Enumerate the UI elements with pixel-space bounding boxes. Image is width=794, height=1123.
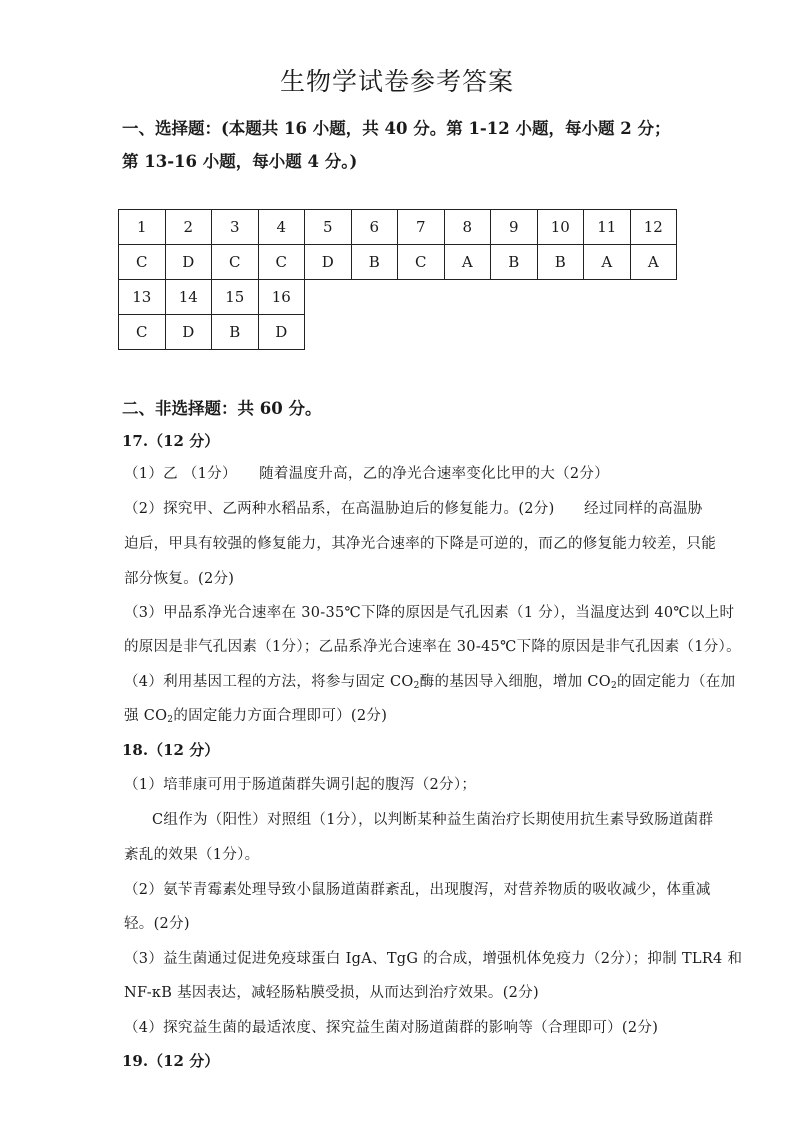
q17-line: （3）甲品系净光合速率在 30-35℃下降的原因是气孔因素（1 分），当温度达到 40℃以上时 [124, 605, 735, 621]
q17-line: 部分恢复。(2分) [124, 571, 235, 587]
q17-line [124, 670, 735, 691]
q17-line-part: 的固定能力方面合理即可）(2分) [173, 708, 388, 724]
page-title: 生物学试卷参考答案 [279, 67, 514, 96]
q18-line: （3）益生菌通过促进免疫球蛋白 IgA、TgG 的合成，增强机体免疫力（2分）；抑制 TLR4 和 [124, 951, 743, 967]
q18-line: （1）培菲康可用于肠道菌群失调引起的腹泻（2分）； [124, 777, 477, 793]
q17-line-part: 强 CO [124, 708, 168, 724]
subscript-2: 2 [167, 715, 174, 725]
answer-cell: A [630, 245, 677, 280]
answer-cell: B [212, 315, 259, 350]
q17-heading: 17.（12 分） [122, 432, 220, 450]
answer-cell: D [165, 315, 212, 350]
question-number: 5 [305, 210, 352, 245]
answer-row-answers-2 [119, 315, 677, 350]
q18-heading: 18.（12 分） [122, 741, 220, 759]
answer-cell: C [212, 245, 259, 280]
answer-cell: C [398, 245, 445, 280]
q17-line-part: 的固定能力（在加 [616, 674, 736, 690]
q19-heading: 19.（12 分） [122, 1052, 220, 1070]
answer-cell: C [119, 315, 166, 350]
question-number: 3 [212, 210, 259, 245]
q17-line: （1）乙 （1分） 随着温度升高，乙的净光合速率变化比甲的大（2分） [124, 466, 610, 482]
answer-cell: D [165, 245, 212, 280]
answer-cell: B [491, 245, 538, 280]
q18-line: 紊乱的效果（1分）。 [124, 847, 260, 863]
empty-cell [305, 315, 677, 350]
q18-line: C组作为（阳性）对照组（1分），以判断某种益生菌治疗长期使用抗生素导致肠道菌群 [152, 812, 714, 828]
q18-line: 轻。(2分) [124, 916, 190, 932]
question-number: 13 [119, 280, 166, 315]
q17-line [124, 704, 387, 725]
answer-table [118, 209, 677, 350]
question-number: 7 [398, 210, 445, 245]
question-number: 11 [584, 210, 631, 245]
question-number: 6 [351, 210, 398, 245]
q17-line: 迫后，甲具有较强的修复能力，其净光合速率的下降是可逆的，而乙的修复能力较差，只能 [124, 536, 716, 552]
question-number: 15 [212, 280, 259, 315]
question-number: 1 [119, 210, 166, 245]
answer-cell: D [305, 245, 352, 280]
q18-line: （2）氨苄青霉素处理导致小鼠肠道菌群紊乱，出现腹泻，对营养物质的吸收减少，体重减 [124, 882, 711, 898]
subscript-2: 2 [610, 681, 617, 691]
answer-row-numbers-2 [119, 280, 677, 315]
answer-cell: B [351, 245, 398, 280]
section2-heading: 二、非选择题：共 60 分。 [122, 399, 322, 418]
answer-row-numbers-1 [119, 210, 677, 245]
question-number: 12 [630, 210, 677, 245]
q17-line-part: （4）利用基因工程的方法，将参与固定 CO [124, 674, 414, 690]
answer-cell: A [444, 245, 491, 280]
question-number: 2 [165, 210, 212, 245]
question-number: 4 [258, 210, 305, 245]
q17-line: （2）探究甲、乙两种水稻品系，在高温胁迫后的修复能力。(2分) 经过同样的高温胁 [124, 501, 703, 517]
answer-cell: C [258, 245, 305, 280]
answer-cell: B [537, 245, 584, 280]
section1-heading: 一、选择题：(本题共 16 小题，共 40 分。第 1-12 小题，每小题 2 分；第 13-16 小题，每小题 4 分。) [122, 119, 671, 171]
subscript-2: 2 [413, 681, 420, 691]
answer-cell: A [584, 245, 631, 280]
q17-line: 的原因是非气孔因素（1分）；乙品系净光合速率在 30-45℃下降的原因是非气孔因素（1分）。 [124, 639, 741, 655]
q17-line-part: 酶的基因导入细胞，增加 CO [419, 674, 611, 690]
empty-cell [305, 280, 677, 315]
question-number: 10 [537, 210, 584, 245]
question-number: 16 [258, 280, 305, 315]
question-number: 8 [444, 210, 491, 245]
question-number: 14 [165, 280, 212, 315]
answer-cell: D [258, 315, 305, 350]
q18-line: NF-κB 基因表达，减轻肠粘膜受损，从而达到治疗效果。(2分) [124, 985, 539, 1001]
question-number: 9 [491, 210, 538, 245]
answer-cell: C [119, 245, 166, 280]
q18-line: （4）探究益生菌的最适浓度、探究益生菌对肠道菌群的影响等（合理即可）(2分) [124, 1020, 659, 1036]
answer-row-answers-1 [119, 245, 677, 280]
